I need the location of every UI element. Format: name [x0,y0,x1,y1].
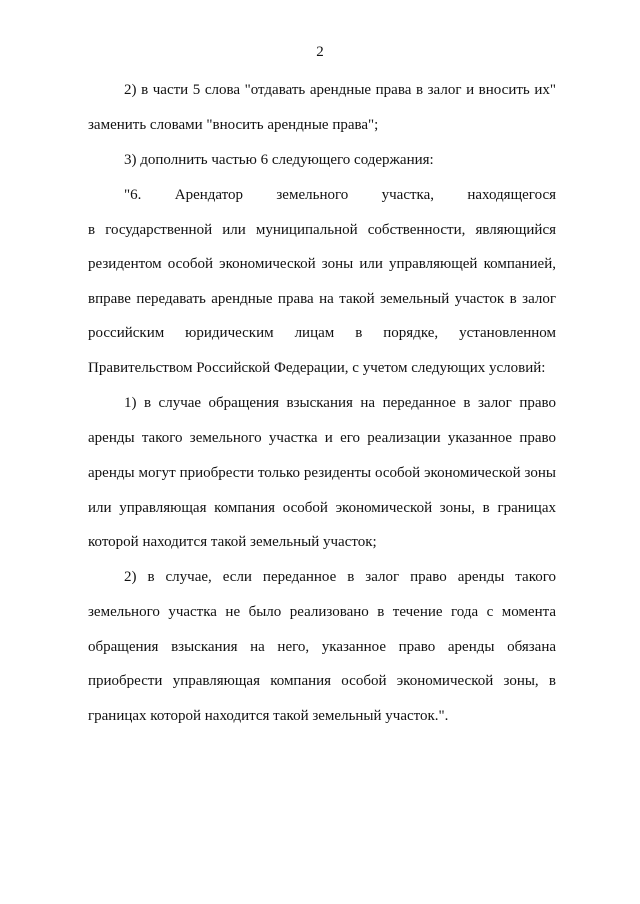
text-line: резидентом особой экономической зоны или управляющей компанией, [88,256,556,272]
text-line: "6. Арендатор земельного участка, находящегося [124,187,556,203]
text-line: которой находится такой земельный участок; [88,534,377,550]
text-line: обращения взыскания на него, указанное право аренды обязана [88,639,556,655]
text-line: вправе передавать арендные права на такой земельный участок в залог [88,291,556,307]
text-line: 3) дополнить частью 6 следующего содержания: [124,152,434,168]
text-line: в государственной или муниципальной собственности, являющийся [88,222,556,238]
text-line: 2) в части 5 слова "отдавать арендные права в залог и вносить их" [124,82,556,98]
text-line: Правительством Российской Федерации, с учетом следующих условий: [88,360,546,376]
text-line: приобрести управляющая компания особой экономической зоны, в [88,673,556,689]
text-line: 1) в случае обращения взыскания на переданное в залог право [124,395,556,411]
page-number: 2 [316,44,324,60]
text-line: аренды такого земельного участка и его реализации указанное право [88,430,556,446]
text-line: или управляющая компания особой экономической зоны, в границах [88,500,556,516]
text-line: заменить словами "вносить арендные права"; [88,117,379,133]
text-line: 2) в случае, если переданное в залог право аренды такого [124,569,556,585]
text-line: земельного участка не было реализовано в течение года с момента [88,604,556,620]
text-line: границах которой находится такой земельный участок.". [88,708,449,724]
text-line: российским юридическим лицам в порядке, установленном [88,325,556,341]
text-line: аренды могут приобрести только резиденты особой экономической зоны [88,465,556,481]
